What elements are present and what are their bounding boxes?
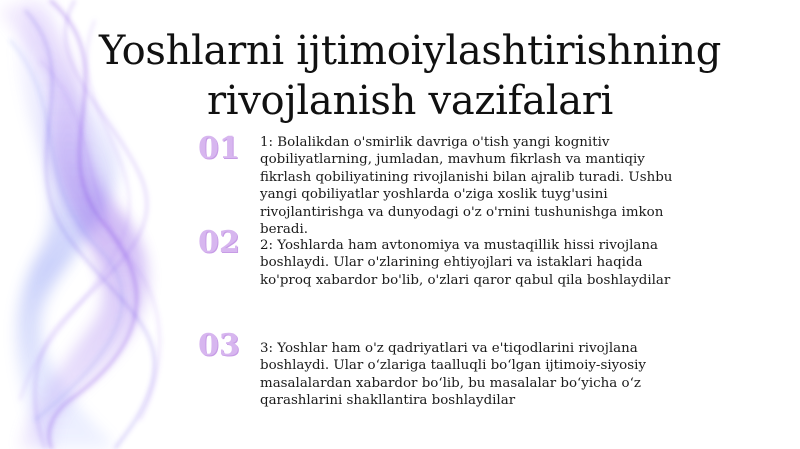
title-line-1: Yoshlarni ijtimoiylashtirishning — [98, 28, 722, 74]
slide-title — [40, 26, 780, 126]
item-number-3: 03 — [198, 328, 240, 363]
title-line-2: rivojlanish vazifalari — [206, 78, 614, 124]
item-number-2: 02 — [198, 225, 240, 260]
item-text-3: 3: Yoshlar ham o'z qadriyatlari va e'tiqodlarini rivojlana boshlaydi. Ular o‘zlariga taalluqli bo‘lgan ijtimoiy-siyosiy masalalardan xabardor bo‘lib, bu masalalar bo‘yicha o‘z qarashlarini shakllantira boshlaydilar — [260, 341, 646, 409]
item-text-1: 1: Bolalikdan o'smirlik davriga o'tish yangi kognitiv qobiliyatlarning, jumladan, mavhum fikrlash va mantiqiy fikrlash qobiliyatining rivojlanishi bilan ajralib turadi. Ushbu yangi qobiliyatlar yoshlarda o'ziga xoslik tuyg'usini rivojlantirishga va dunyodagi o'z o'rnini tushunishga imkon beradi. — [260, 135, 673, 238]
item-text-2: 2: Yoshlarda ham avtonomiya va mustaqillik hissi rivojlana boshlaydi. Ular o'zlarining ehtiyojlari va istaklari haqida ko'proq xabardor bo'lib, o'zlari qaror qabul qila boshlaydilar — [260, 238, 671, 288]
item-number-1: 01 — [198, 131, 240, 166]
